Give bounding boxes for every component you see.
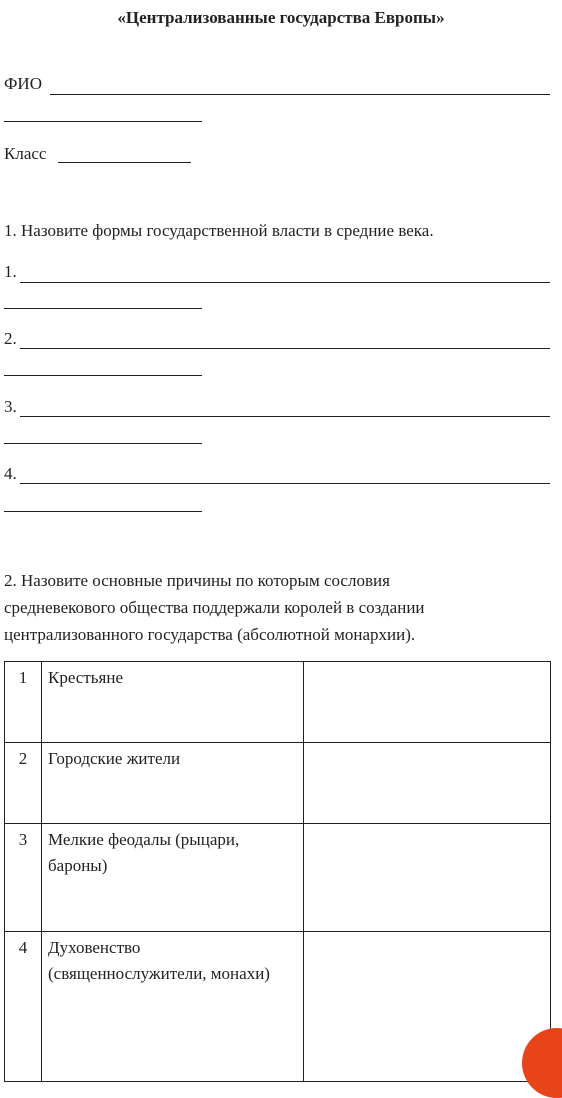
answer-1-number: 1. — [4, 262, 17, 281]
estate-name: Крестьяне — [42, 662, 304, 743]
row-number: 2 — [5, 743, 42, 824]
answer-2-line[interactable] — [20, 348, 550, 349]
class-answer-line[interactable] — [58, 162, 191, 163]
answer-1-line-continued[interactable] — [4, 308, 202, 309]
estate-name: Духовенство (священнослужители, монахи) — [42, 932, 304, 1082]
answer-3-line-continued[interactable] — [4, 443, 202, 444]
answer-cell[interactable] — [304, 662, 551, 743]
question-2-line-3: централизованного государства (абсолютной монархии). — [4, 625, 416, 644]
answer-3-line[interactable] — [20, 416, 550, 417]
question-1-text: 1. Назовите формы государственной власти в средние века. — [4, 221, 434, 240]
answer-2-line-continued[interactable] — [4, 375, 202, 376]
table-row — [5, 662, 551, 743]
row-number: 3 — [5, 824, 42, 932]
answer-2-number: 2. — [4, 329, 17, 348]
answer-4-number: 4. — [4, 464, 17, 483]
table-row — [5, 932, 551, 1082]
question-2-line-2: средневекового общества поддержали королей в создании — [4, 598, 425, 617]
question-2-line-1: 2. Назовите основные причины по которым сословия — [4, 571, 390, 590]
answer-cell[interactable] — [304, 824, 551, 932]
table-row — [5, 824, 551, 932]
answer-1-line[interactable] — [20, 282, 550, 283]
table-row — [5, 743, 551, 824]
page-title: «Централизованные государства Европы» — [117, 8, 445, 27]
answer-4-line-continued[interactable] — [4, 511, 202, 512]
estate-name: Мелкие феодалы (рыцари, бароны) — [42, 824, 304, 932]
fio-label: ФИО — [4, 74, 42, 93]
estate-name: Городские жители — [42, 743, 304, 824]
answer-cell[interactable] — [304, 743, 551, 824]
answer-cell[interactable] — [304, 932, 551, 1082]
row-number: 1 — [5, 662, 42, 743]
fio-answer-line-continued[interactable] — [4, 121, 202, 122]
estates-table — [4, 661, 551, 1082]
class-label: Класс — [4, 144, 47, 163]
answer-4-line[interactable] — [20, 483, 550, 484]
answer-3-number: 3. — [4, 397, 17, 416]
fio-answer-line[interactable] — [50, 94, 550, 95]
row-number: 4 — [5, 932, 42, 1082]
